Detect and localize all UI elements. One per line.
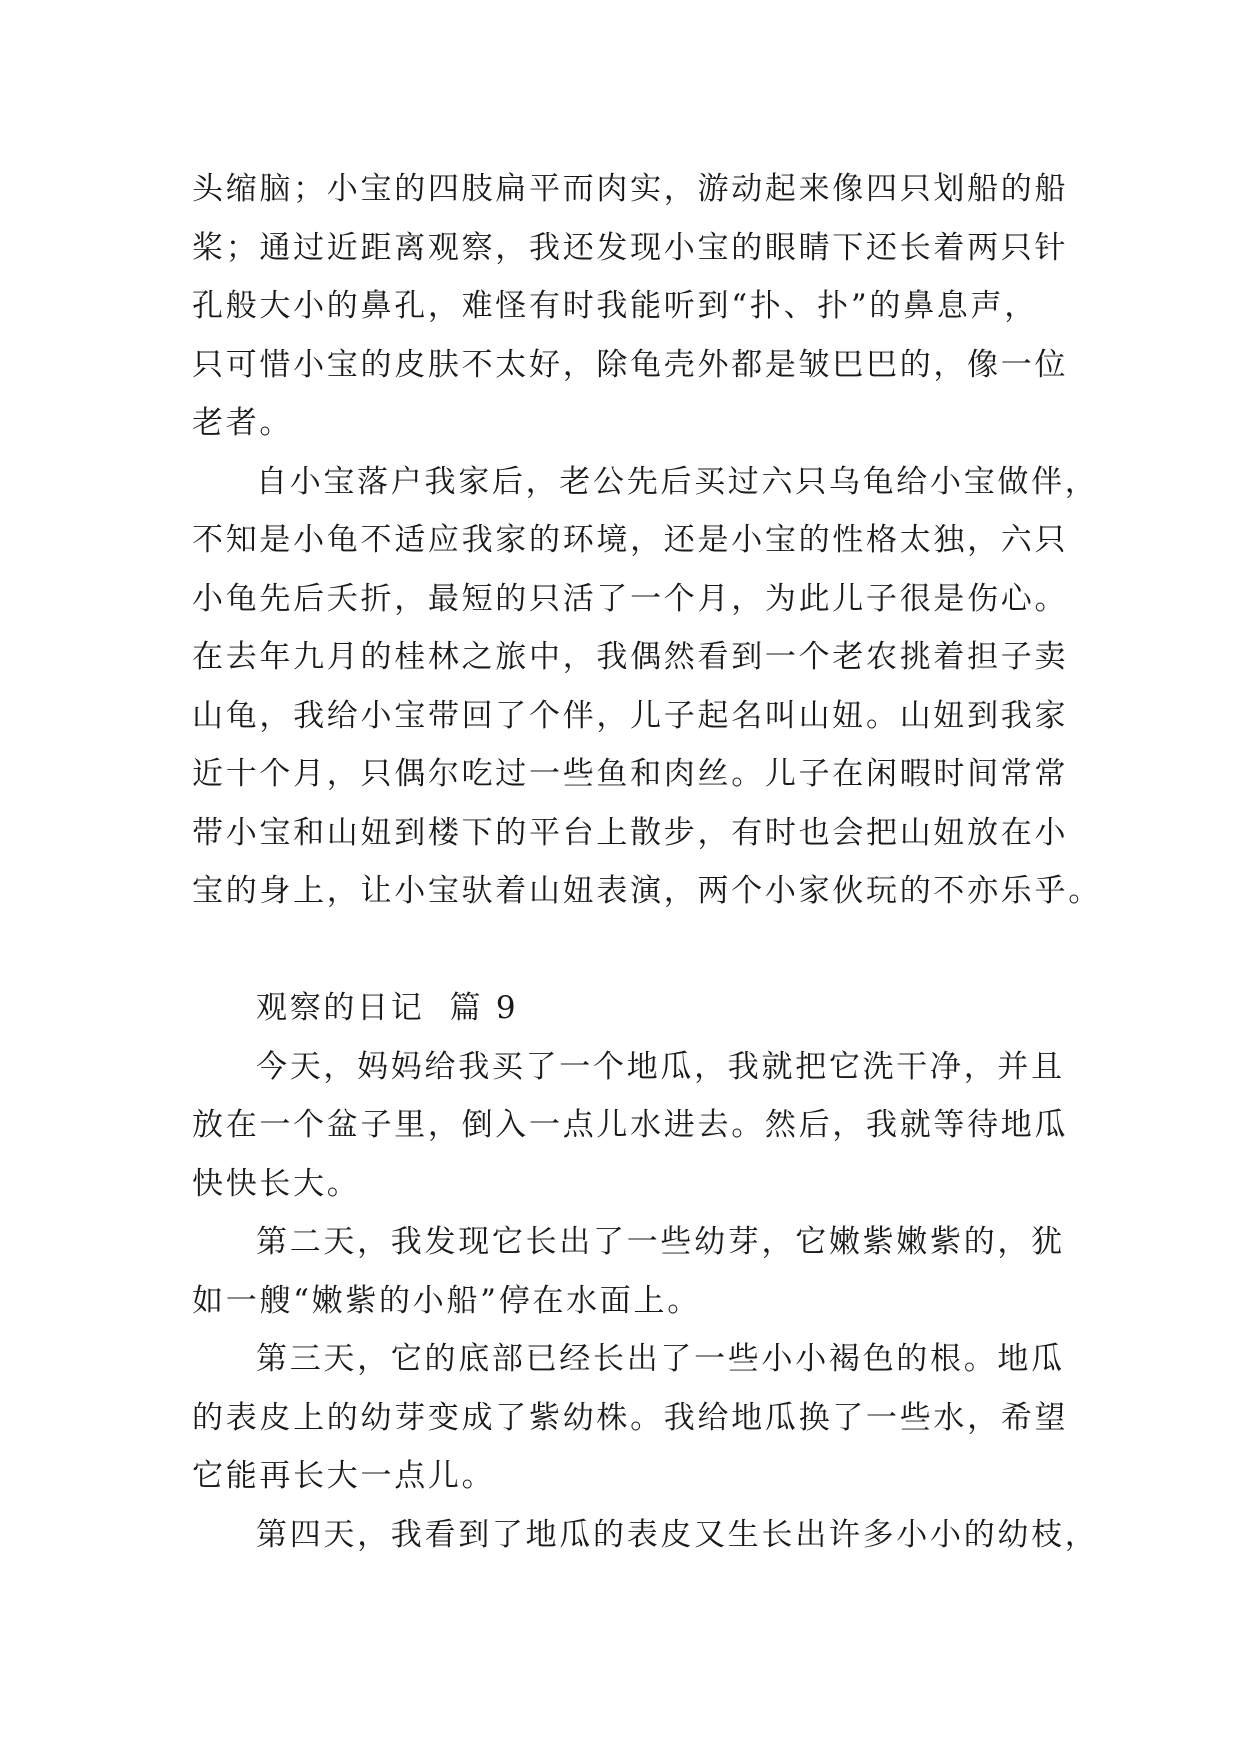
text-line: 宝的身上，让小宝驮着山妞表演，两个小家伙玩的不亦乐乎。 xyxy=(192,873,1102,909)
text-line: 它能再长大一点儿。 xyxy=(192,1458,496,1494)
text-line: 孔般大小的鼻孔，难怪有时我能听到“扑、扑”的鼻息声， xyxy=(192,288,1038,324)
text-line: 小龟先后夭折，最短的只活了一个月，为此儿子很是伤心。 xyxy=(192,580,1069,617)
text-line: 带小宝和山妞到楼下的平台上散步，有时也会把山妞放在小 xyxy=(192,814,1069,851)
text-line: 今天，妈妈给我买了一个地瓜，我就把它洗干净，并且 xyxy=(256,1048,1065,1085)
text-line: 第四天，我看到了地瓜的表皮又生长出许多小小的幼枝， xyxy=(256,1516,1099,1553)
text-line: 桨；通过近距离观察，我还发现小宝的眼睛下还长着两只针 xyxy=(192,229,1069,266)
paragraph-sweet-potato-intro xyxy=(192,1038,1069,1214)
paragraph-turtle-companions xyxy=(192,453,1102,921)
text-line: 只可惜小宝的皮肤不太好，除龟壳外都是皱巴巴的，像一位 xyxy=(192,346,1069,383)
text-line: 第三天，它的底部已经长出了一些小小褐色的根。地瓜 xyxy=(256,1341,1065,1377)
text-line: 自小宝落户我家后，老公先后买过六只乌龟给小宝做伴， xyxy=(256,463,1099,500)
text-line: 如一艘“嫩紫的小船”停在水面上。 xyxy=(192,1282,701,1319)
paragraph-day-three xyxy=(192,1330,1069,1506)
paragraph-day-four xyxy=(192,1506,1099,1565)
text-line: 不知是小龟不适应我家的环境，还是小宝的性格太独，六只 xyxy=(192,522,1069,558)
text-line: 第二天，我发现它长出了一些幼芽，它嫩紫嫩紫的，犹 xyxy=(256,1224,1065,1260)
text-line: 老者。 xyxy=(192,405,294,441)
text-line: 头缩脑；小宝的四肢扁平而肉实，游动起来像四只划船的船 xyxy=(192,171,1069,207)
text-line: 近十个月，只偶尔吃过一些鱼和肉丝。儿子在闲暇时间常常 xyxy=(192,756,1069,792)
section-spacer xyxy=(192,921,1052,980)
section-heading: 观察的日记 篇 9 xyxy=(256,990,519,1026)
text-line: 山龟，我给小宝带回了个伴，儿子起名叫山妞。山妞到我家 xyxy=(192,697,1069,734)
text-line: 快快长大。 xyxy=(192,1165,361,1202)
text-line: 在去年九月的桂林之旅中，我偶然看到一个老农挑着担子卖 xyxy=(192,639,1069,675)
text-line: 的表皮上的幼芽变成了紫幼株。我给地瓜换了一些水，希望 xyxy=(192,1399,1069,1436)
paragraph-day-two xyxy=(192,1213,1065,1330)
paragraph-turtle-description xyxy=(192,160,1069,453)
text-line: 放在一个盆子里，倒入一点儿水进去。然后，我就等待地瓜 xyxy=(192,1107,1069,1143)
document-body xyxy=(192,160,1102,1564)
